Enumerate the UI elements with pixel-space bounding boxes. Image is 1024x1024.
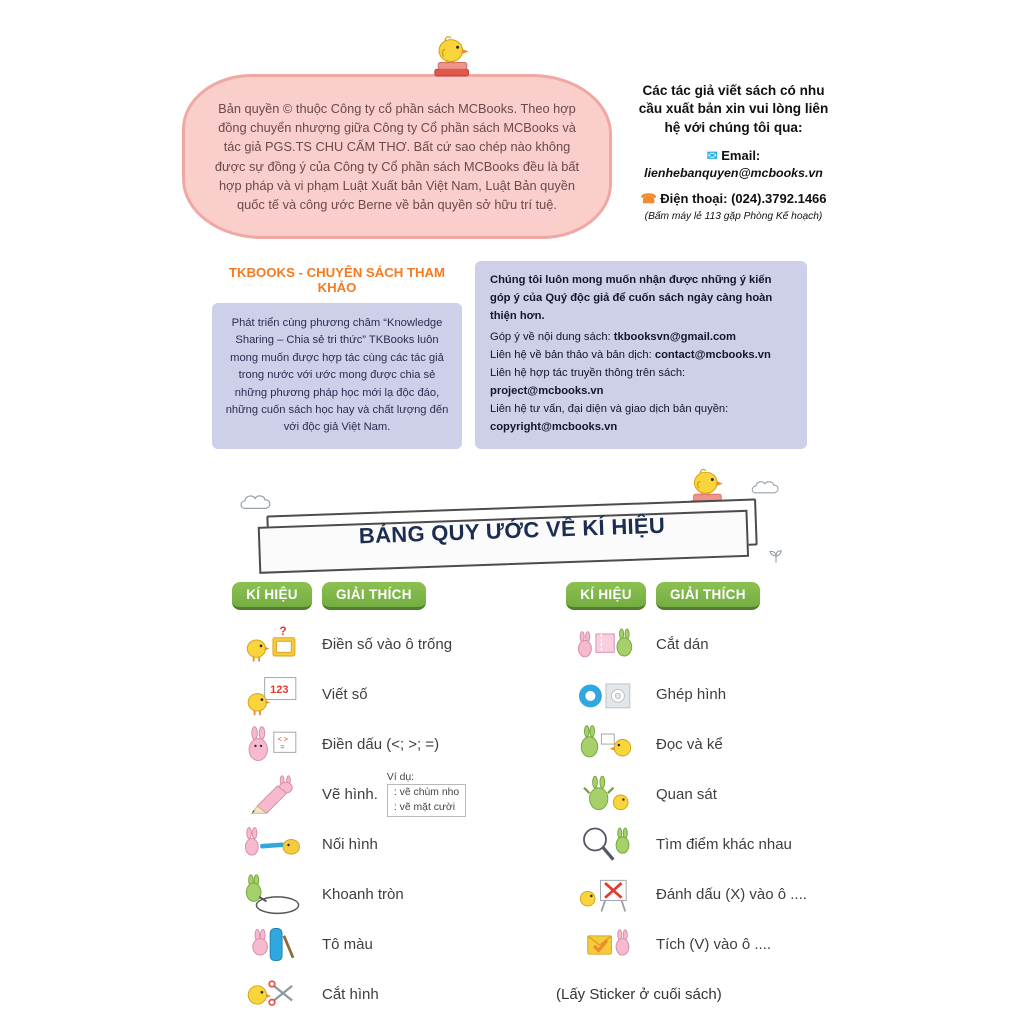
legend-right-headers bbox=[556, 582, 824, 610]
phone-label: Điện thoại: bbox=[660, 191, 728, 207]
tkbooks-column bbox=[212, 261, 462, 449]
phone-line bbox=[630, 191, 837, 207]
legend-row-label: Điền số vào ô trống bbox=[322, 636, 453, 654]
chick-123-card-icon bbox=[222, 673, 322, 717]
puzzle-ring-icon bbox=[556, 673, 656, 717]
legend-row-label: Đánh dấu (X) vào ô .... bbox=[656, 886, 807, 904]
example-title: Ví dụ: bbox=[386, 772, 415, 784]
observe-icon bbox=[556, 773, 656, 817]
feedback-line bbox=[490, 401, 792, 437]
feedback-email: contact@mcbooks.vn bbox=[654, 348, 771, 361]
legend-row-label: Vẽ hình. bbox=[322, 786, 378, 804]
legend-right-group bbox=[556, 582, 824, 1020]
legend-table bbox=[222, 582, 842, 1020]
phone-note: (Bấm máy lẻ 113 gặp Phòng Kế hoạch) bbox=[644, 211, 823, 223]
legend-row-label: Viết số bbox=[322, 686, 368, 704]
email-address: lienhebanquyen@mcbooks.vn bbox=[644, 166, 823, 181]
bunny-sign-card-icon bbox=[222, 723, 322, 767]
copyright-bubble-wrap bbox=[182, 74, 612, 239]
phone-icon: ☎ bbox=[640, 191, 657, 207]
email-icon: ✉ bbox=[706, 148, 718, 164]
legend-row-label: Điền dấu (<; >; =) bbox=[322, 736, 440, 754]
publish-contact bbox=[630, 52, 837, 239]
copyright-bubble bbox=[182, 74, 612, 239]
svg-text:?: ? bbox=[279, 623, 287, 638]
feedback-line bbox=[490, 329, 792, 347]
info-boxes bbox=[212, 261, 842, 449]
feedback-email: project@mcbooks.vn bbox=[490, 384, 604, 397]
email-label: Email: bbox=[721, 148, 761, 164]
publish-contact-intro: Các tác giả viết sách có nhu cầu xuất bản xin vui lòng liên hệ với chúng tôi qua: bbox=[638, 83, 829, 135]
legend-row bbox=[556, 770, 824, 820]
banner-sign bbox=[266, 498, 757, 562]
feedback-email: copyright@mcbooks.vn bbox=[490, 420, 618, 433]
tkbooks-box bbox=[212, 303, 462, 449]
email-line bbox=[630, 148, 837, 164]
legend-row bbox=[556, 670, 824, 720]
legend-row-label: Nối hình bbox=[322, 836, 378, 854]
top-section bbox=[182, 52, 842, 239]
legend-row bbox=[222, 970, 522, 1020]
legend-row-label: Khoanh tròn bbox=[322, 886, 404, 904]
legend-row bbox=[556, 720, 824, 770]
feedback-label: Liên hệ tư vấn, đại diện và giao dịch bản quyền: bbox=[490, 402, 729, 415]
legend-row bbox=[556, 870, 824, 920]
legend-row-label: Tìm điểm khác nhau bbox=[656, 836, 792, 854]
read-tell-icon bbox=[556, 723, 656, 767]
feedback-label: Liên hệ hợp tác truyền thông trên sách: bbox=[490, 366, 686, 379]
header-ki-hieu: KÍ HIỆU bbox=[566, 582, 646, 610]
legend-row-label: Đọc và kể bbox=[656, 736, 723, 754]
cut-paste-icon bbox=[556, 623, 656, 667]
legend-row-label: Ghép hình bbox=[656, 686, 727, 704]
bunny-ellipse-icon bbox=[222, 873, 322, 917]
feedback-box bbox=[475, 261, 807, 449]
svg-text:123: 123 bbox=[270, 683, 289, 696]
legend-row-label: Tích (V) vào ô .... bbox=[656, 936, 772, 954]
tkbooks-heading: TKBOOKS - CHUYÊN SÁCH THAM KHẢO bbox=[228, 265, 446, 296]
legend-row bbox=[556, 920, 824, 970]
cloud-icon bbox=[237, 493, 287, 518]
feedback-intro: Chúng tôi luôn mong muốn nhận được những ý kiến góp ý của Quý độc giả để cuốn sách ngày càng hoàn thiện hơn. bbox=[490, 274, 773, 322]
banner-title: BẢNG QUY ƯỚC VỀ KÍ HIỆU bbox=[358, 511, 666, 548]
tick-envelope-icon bbox=[556, 923, 656, 967]
svg-text:< >: < > bbox=[277, 733, 289, 743]
legend-row bbox=[222, 770, 522, 820]
legend-row bbox=[556, 620, 824, 670]
copyright-text: Bản quyền © thuộc Công ty cổ phần sách MCBooks. Theo hợp đồng chuyển nhượng giữa Công ty Cổ phần sách MCBooks và tác giả PGS.TS CHU CẨM THƠ. Bất cứ sao chép nào không được sự đồng ý của Công ty Cổ phần sách MCBooks đều là bất hợp pháp và vi phạm Luật Xuất bản Việt Nam, Luật Bản quyền quốc tế và công ước Berne về bản quyền sở hữu trí tuệ. bbox=[214, 101, 580, 212]
sticker-note: (Lấy Sticker ở cuối sách) bbox=[556, 985, 722, 1003]
mark-x-board-icon bbox=[556, 873, 656, 917]
legend-row-label: Cắt dán bbox=[656, 636, 709, 654]
legend-row bbox=[222, 920, 522, 970]
sprout-doodle-icon bbox=[767, 547, 785, 570]
feedback-label: Góp ý về nội dung sách: bbox=[490, 330, 614, 343]
example-line: : vẽ chùm nho bbox=[393, 787, 460, 799]
legend-row-label: Quan sát bbox=[656, 786, 717, 804]
book-page bbox=[182, 0, 842, 1020]
bunny-pencil-icon bbox=[222, 773, 322, 817]
legend-left-group bbox=[222, 582, 522, 1020]
crayon-color-icon bbox=[222, 923, 322, 967]
connect-line-icon bbox=[222, 823, 322, 867]
legend-row bbox=[222, 820, 522, 870]
feedback-line bbox=[490, 347, 792, 365]
legend-row bbox=[222, 720, 522, 770]
legend-row bbox=[222, 620, 522, 670]
symbol-banner bbox=[267, 507, 757, 554]
feedback-email: tkbooksvn@gmail.com bbox=[613, 330, 736, 343]
tkbooks-body: Phát triển cùng phương châm “Knowledge Sharing – Chia sẻ tri thức” TKBooks luôn mong muốn được hợp tác cùng các tác giả trong nước với ước mong được chia sẻ những phương pháp học mới lạ độc đáo, những cuốn sách học hay và chất lượng đến với độc giả Việt Nam. bbox=[225, 317, 449, 434]
header-ki-hieu: KÍ HIỆU bbox=[232, 582, 312, 610]
chick-question-box-icon bbox=[222, 623, 322, 667]
header-giai-thich: GIẢI THÍCH bbox=[656, 582, 760, 610]
chick-scissors-icon bbox=[222, 973, 322, 1017]
header-giai-thich: GIẢI THÍCH bbox=[322, 582, 426, 610]
legend-row bbox=[222, 870, 522, 920]
example-box bbox=[387, 784, 466, 817]
legend-left-headers bbox=[222, 582, 522, 610]
legend-row bbox=[556, 820, 824, 870]
magnifier-icon bbox=[556, 823, 656, 867]
draw-example-note bbox=[387, 772, 466, 817]
chick-on-books-icon bbox=[423, 26, 477, 87]
svg-text:=: = bbox=[280, 742, 285, 752]
example-line: : vẽ mặt cười bbox=[393, 801, 456, 813]
phone-number: (024).3792.1466 bbox=[731, 191, 827, 207]
feedback-label: Liên hệ về bản thảo và bản dịch: bbox=[490, 348, 655, 361]
legend-row bbox=[222, 670, 522, 720]
legend-row-label: Tô màu bbox=[322, 936, 373, 954]
legend-row-label: Cắt hình bbox=[322, 986, 379, 1004]
feedback-line bbox=[490, 365, 792, 401]
